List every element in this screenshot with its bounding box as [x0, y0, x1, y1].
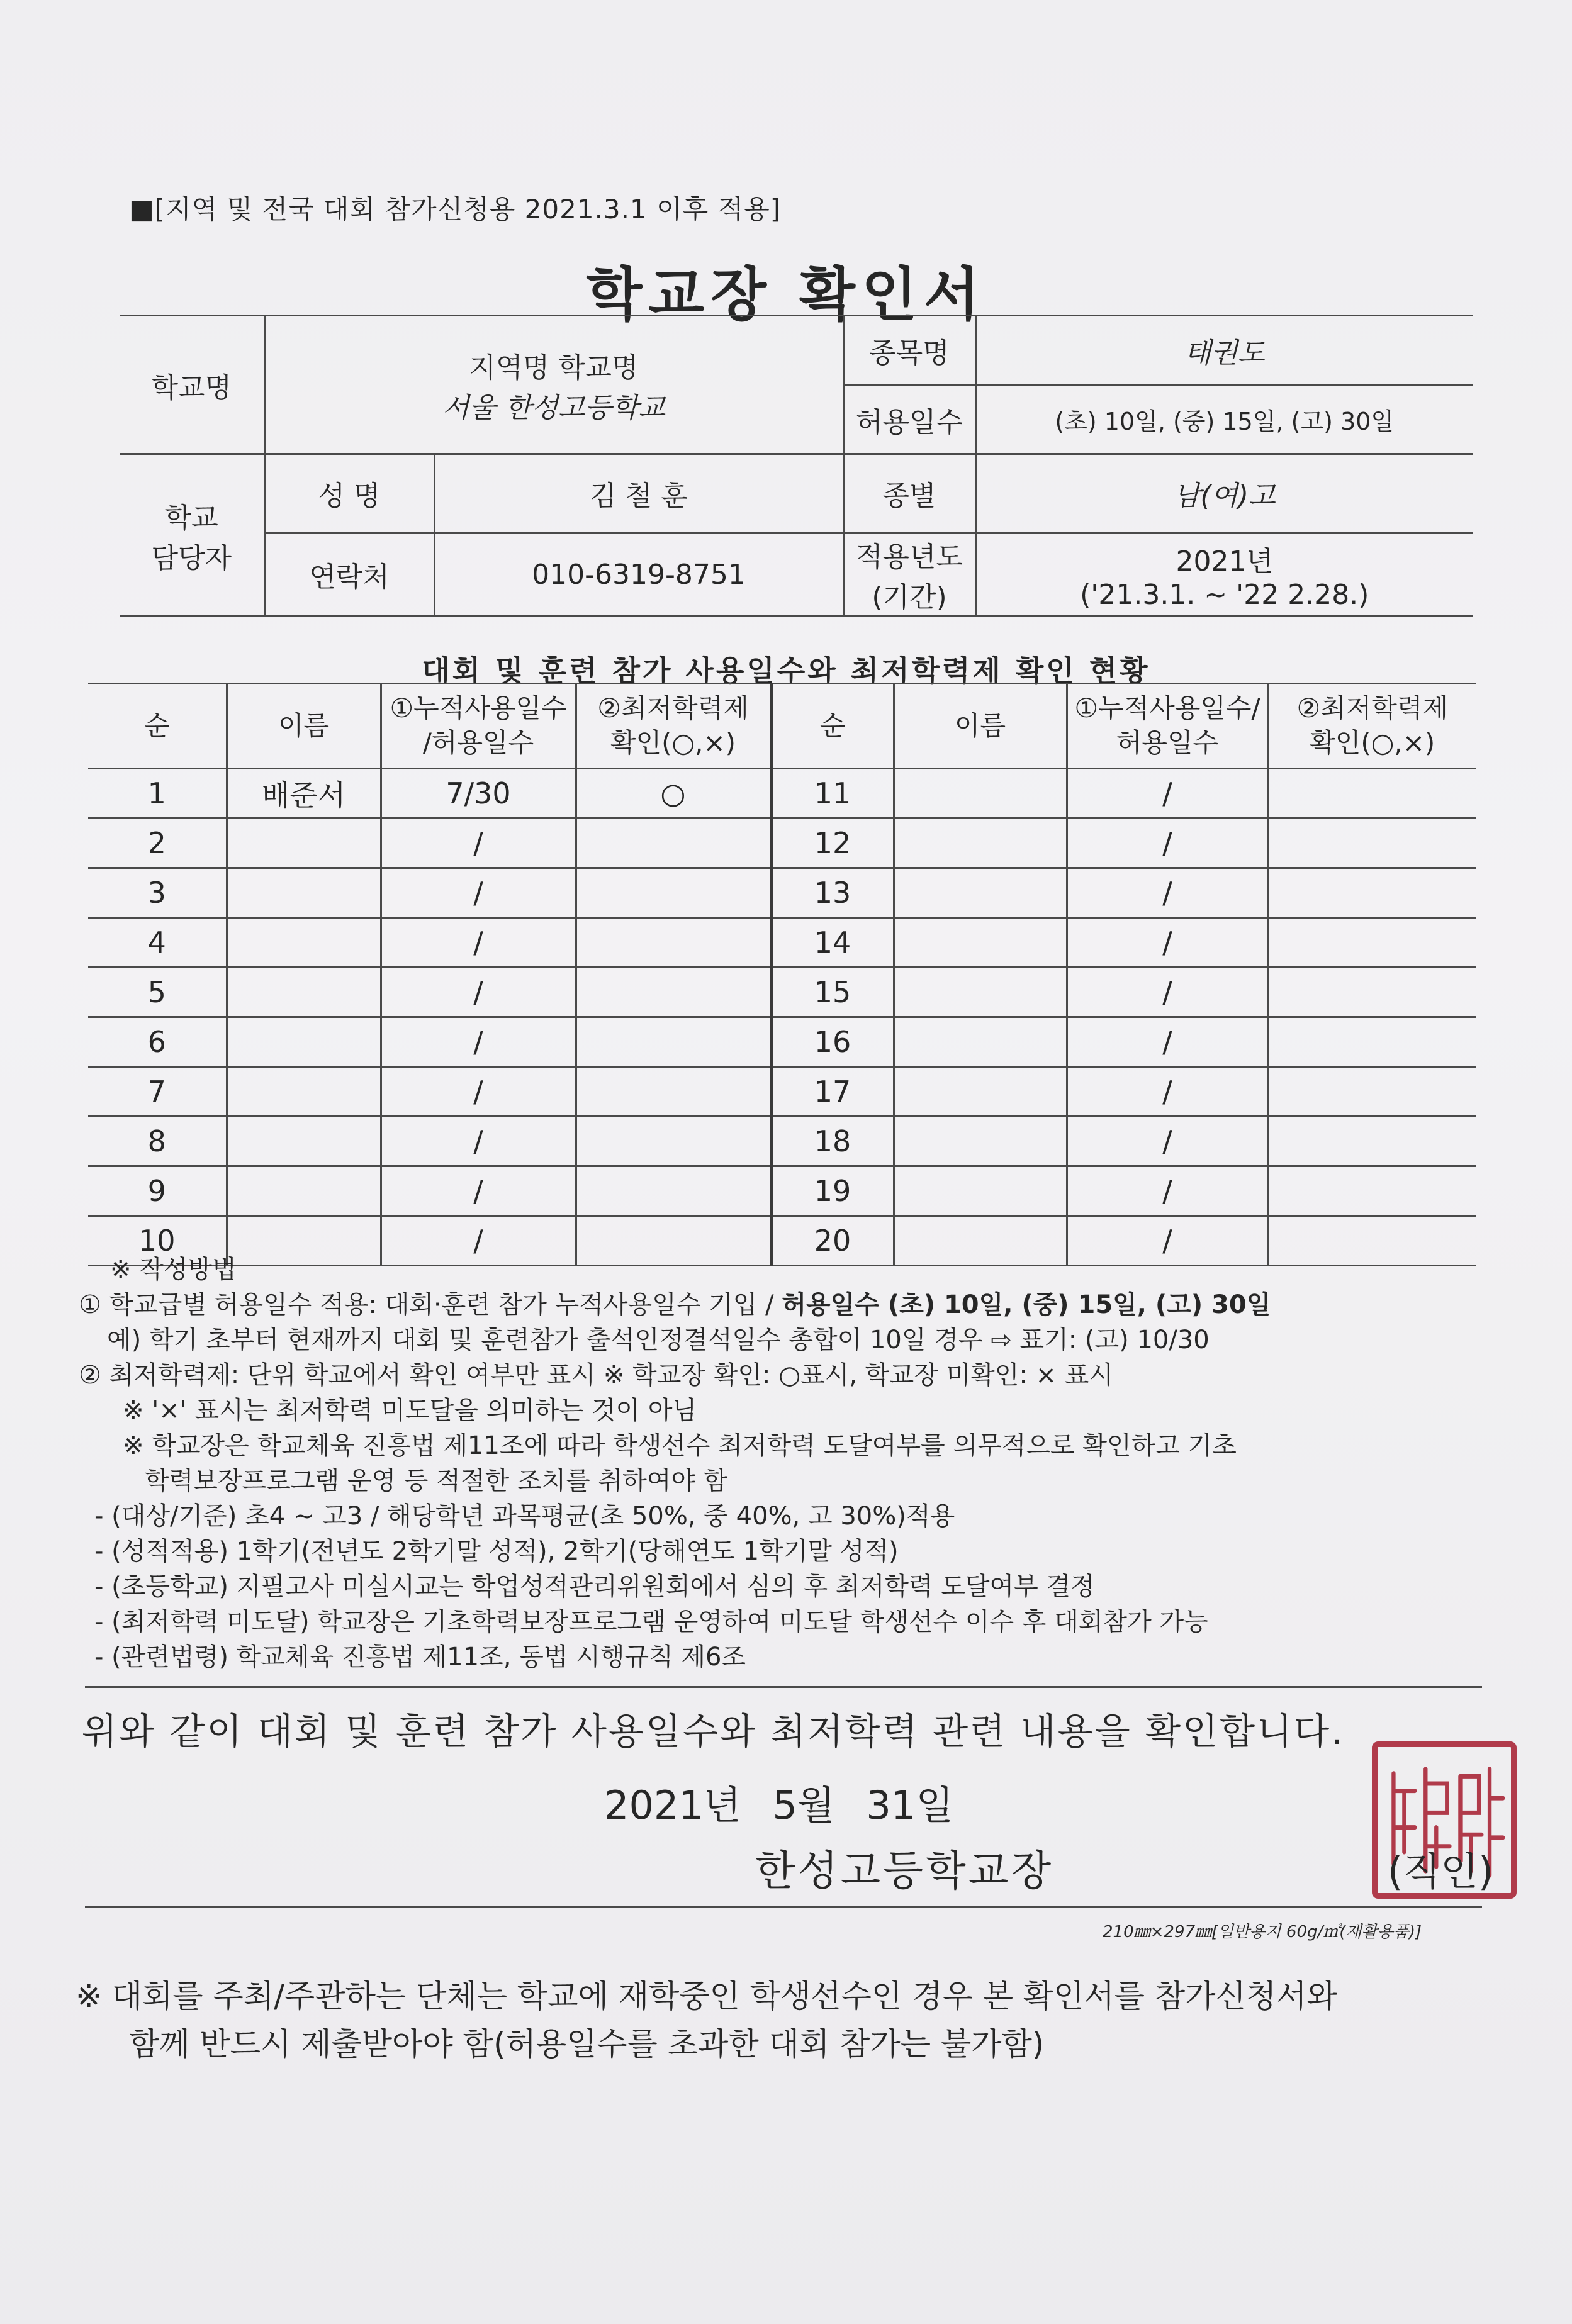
table-row	[88, 918, 1476, 968]
instruction-1-example: 예) 학기 초부터 현재까지 대회 및 훈련참가 출석인정결석일수 총합이 10일 경우 ⇨ 표기: (고) 10/30	[107, 1326, 1210, 1355]
row-days: /	[1067, 1216, 1268, 1266]
instruction-2-note-b1: ※ 학교장은 학교체육 진흥법 제11조에 따라 학생선수 최저학력 도달여부를 의무적으로 확인하고 기초	[123, 1431, 1237, 1460]
school-name-hint: 지역명 학교명	[469, 351, 639, 384]
row-check	[576, 1017, 771, 1067]
row-days: /	[1067, 818, 1268, 868]
instruction-2-note-b2: 학력보장프로그램 운영 등 적절한 조치를 취하여야 함	[145, 1466, 728, 1495]
col-num-right: 순	[771, 684, 894, 769]
row-check	[576, 918, 771, 968]
row-days: /	[381, 918, 576, 968]
row-name: 배준서	[227, 769, 381, 818]
divider-bottom	[85, 1906, 1482, 1908]
detail-2: - (성적적용) 1학기(전년도 2학기말 성적), 2학기(당해연도 1학기말 성적)	[94, 1537, 899, 1566]
school-info-table	[120, 315, 1473, 617]
col-days-left-line2: /허용일수	[422, 727, 534, 758]
row-check	[1268, 868, 1476, 918]
teacher-label	[120, 454, 264, 617]
row-check	[1268, 818, 1476, 868]
row-name	[894, 918, 1067, 968]
row-name	[894, 1017, 1067, 1067]
row-check	[576, 818, 771, 868]
row-check	[576, 1117, 771, 1166]
row-num: 2	[88, 818, 227, 868]
row-days: /	[381, 818, 576, 868]
allowed-days-value: (초) 10일, (중) 15일, (고) 30일	[975, 385, 1473, 454]
row-days: /	[1067, 1166, 1268, 1216]
seal-label: (직인)	[1388, 1848, 1494, 1894]
row-num: 3	[88, 868, 227, 918]
row-check	[1268, 1166, 1476, 1216]
row-name	[894, 1166, 1067, 1216]
col-check-left-line2: 확인(○,×)	[610, 727, 736, 758]
form-usage-note: ■[지역 및 전국 대회 참가신청용 2021.3.1 이후 적용]	[129, 194, 782, 225]
row-name	[227, 868, 381, 918]
principal-name: 한성고등학교장	[755, 1846, 1054, 1895]
row-num: 16	[771, 1017, 894, 1067]
row-days: /	[381, 1017, 576, 1067]
usage-table-title: 대회 및 훈련 참가 사용일수와 최저학력제 확인 현황	[422, 654, 1150, 688]
apply-year-value	[975, 533, 1473, 617]
school-name-cell	[264, 316, 843, 454]
allowed-days-label: 허용일수	[843, 385, 975, 454]
detail-3: - (초등학교) 지필고사 미실시교는 학업성적관리위원회에서 심의 후 최저학력 도달여부 결정	[94, 1572, 1095, 1601]
row-name	[227, 1067, 381, 1117]
instruction-1-text: ① 학교급별 허용일수 적용: 대회·훈련 참가 누적사용일수 기입 /	[79, 1290, 782, 1319]
row-num: 1	[88, 769, 227, 818]
row-num: 8	[88, 1117, 227, 1166]
row-days: /	[381, 1216, 576, 1266]
table-row	[88, 1067, 1476, 1117]
row-num: 4	[88, 918, 227, 968]
row-days: /	[1067, 1067, 1268, 1117]
row-name	[894, 868, 1067, 918]
col-check-left-line1: ②최저학력제	[597, 693, 749, 724]
row-name	[894, 1067, 1067, 1117]
row-name	[227, 818, 381, 868]
row-check	[1268, 1117, 1476, 1166]
document-title: 학교장 확인서	[586, 261, 986, 328]
row-check	[1268, 1067, 1476, 1117]
apply-year: 2021년	[1176, 545, 1273, 578]
row-days: /	[1067, 868, 1268, 918]
col-name-left: 이름	[227, 684, 381, 769]
row-days: 7/30	[381, 769, 576, 818]
row-check	[1268, 968, 1476, 1017]
paper-spec: 210㎜×297㎜[일반용지 60g/㎡(재활용품)]	[1103, 1923, 1422, 1941]
col-days-right-line1: ①누적사용일수/	[1074, 693, 1260, 724]
table-row	[88, 769, 1476, 818]
row-name	[894, 968, 1067, 1017]
row-days: /	[381, 968, 576, 1017]
row-days: /	[1067, 1017, 1268, 1067]
row-check	[1268, 1017, 1476, 1067]
teacher-label-line1: 학교	[164, 501, 218, 534]
col-days-left-line1: ①누적사용일수	[390, 693, 567, 724]
row-check	[576, 1166, 771, 1216]
submission-notice-line2: 함께 반드시 제출받아야 함(허용일수를 초과한 대회 참가는 불가함)	[129, 2026, 1045, 2062]
table-row	[88, 868, 1476, 918]
col-check-right-line2: 확인(○,×)	[1310, 727, 1435, 758]
row-name	[227, 1017, 381, 1067]
table-row	[88, 1117, 1476, 1166]
row-days: /	[381, 1166, 576, 1216]
confirmation-statement: 위와 같이 대회 및 훈련 참가 사용일수와 최저학력 관련 내용을 확인합니다.	[82, 1710, 1345, 1753]
sport-value: 태권도	[975, 316, 1473, 385]
name-label: 성 명	[264, 454, 434, 533]
row-days: /	[1067, 968, 1268, 1017]
detail-4: - (최저학력 미도달) 학교장은 기초학력보장프로그램 운영하여 미도달 학생선수 이수 후 대회참가 가능	[94, 1607, 1208, 1636]
col-num-left: 순	[88, 684, 227, 769]
table-row	[88, 1017, 1476, 1067]
contact-label: 연락처	[264, 533, 434, 617]
row-num: 5	[88, 968, 227, 1017]
table-row	[88, 1166, 1476, 1216]
row-days: /	[1067, 769, 1268, 818]
instructions	[79, 1252, 1495, 1675]
row-days: /	[1067, 1117, 1268, 1166]
row-days: /	[381, 868, 576, 918]
usage-days-table	[88, 683, 1476, 1266]
row-num: 20	[771, 1216, 894, 1266]
row-num: 17	[771, 1067, 894, 1117]
row-days: /	[381, 1067, 576, 1117]
school-name-value: 서울 한성고등학교	[442, 391, 666, 424]
apply-year-label-line2: (기간)	[872, 581, 947, 613]
row-num: 18	[771, 1117, 894, 1166]
row-num: 11	[771, 769, 894, 818]
row-name	[894, 818, 1067, 868]
divider-top	[85, 1686, 1482, 1688]
school-name-label: 학교명	[120, 316, 264, 454]
category-label: 종별	[843, 454, 975, 533]
row-check	[576, 968, 771, 1017]
row-name	[227, 968, 381, 1017]
detail-5: - (관련법령) 학교체육 진흥법 제11조, 동법 시행규칙 제6조	[94, 1643, 746, 1672]
row-num: 7	[88, 1067, 227, 1117]
row-name	[894, 769, 1067, 818]
col-days-left	[381, 684, 576, 769]
row-check	[576, 868, 771, 918]
apply-year-label-line1: 적용년도	[855, 541, 963, 573]
sport-label: 종목명	[843, 316, 975, 385]
row-name	[227, 1166, 381, 1216]
row-days: /	[1067, 918, 1268, 968]
detail-1: - (대상/기준) 초4 ~ 고3 / 해당학년 과목평균(초 50%, 중 40%, 고 30%)적용	[94, 1502, 955, 1531]
row-num: 10	[88, 1216, 227, 1266]
row-num: 9	[88, 1166, 227, 1216]
submission-notice-line1: ※ 대회를 주최/주관하는 단체는 학교에 재학중인 학생선수인 경우 본 확인서를 참가신청서와	[76, 1978, 1337, 2014]
table-row	[88, 818, 1476, 868]
apply-period: ('21.3.1. ~ '22 2.28.)	[1080, 578, 1369, 611]
col-days-right-line2: 허용일수	[1116, 727, 1219, 758]
col-check-right	[1268, 684, 1476, 769]
row-check: ○	[576, 769, 771, 818]
row-num: 13	[771, 868, 894, 918]
row-name	[227, 1117, 381, 1166]
submission-notice	[76, 1972, 1337, 2068]
row-check	[576, 1067, 771, 1117]
table-row	[88, 968, 1476, 1017]
row-name	[894, 1117, 1067, 1166]
row-days: /	[381, 1117, 576, 1166]
instruction-1-bold: 허용일수 (초) 10일, (중) 15일, (고) 30일	[782, 1290, 1271, 1319]
col-name-right: 이름	[894, 684, 1067, 769]
row-name	[227, 918, 381, 968]
col-check-left	[576, 684, 771, 769]
instructions-heading: ※ 작성방법	[110, 1255, 237, 1284]
row-num: 14	[771, 918, 894, 968]
row-num: 6	[88, 1017, 227, 1067]
teacher-label-line2: 담당자	[151, 542, 232, 574]
apply-year-label	[843, 533, 975, 617]
col-days-right	[1067, 684, 1268, 769]
instruction-2: ② 최저학력제: 단위 학교에서 확인 여부만 표시 ※ 학교장 확인: ○표시, 학교장 미확인: × 표시	[79, 1361, 1114, 1390]
row-num: 15	[771, 968, 894, 1017]
row-check	[1268, 769, 1476, 818]
instruction-1	[79, 1287, 1495, 1322]
name-value: 김 철 훈	[434, 454, 843, 533]
col-check-right-line1: ②최저학력제	[1296, 693, 1448, 724]
row-num: 19	[771, 1166, 894, 1216]
row-check	[1268, 918, 1476, 968]
instruction-2-note-a: ※ '×' 표시는 최저학력 미도달을 의미하는 것이 아님	[123, 1396, 697, 1425]
confirmation-date: 2021년 5월 31일	[604, 1782, 954, 1828]
row-num: 12	[771, 818, 894, 868]
contact-value: 010-6319-8751	[434, 533, 843, 617]
category-value: 남(여)고	[975, 454, 1473, 533]
